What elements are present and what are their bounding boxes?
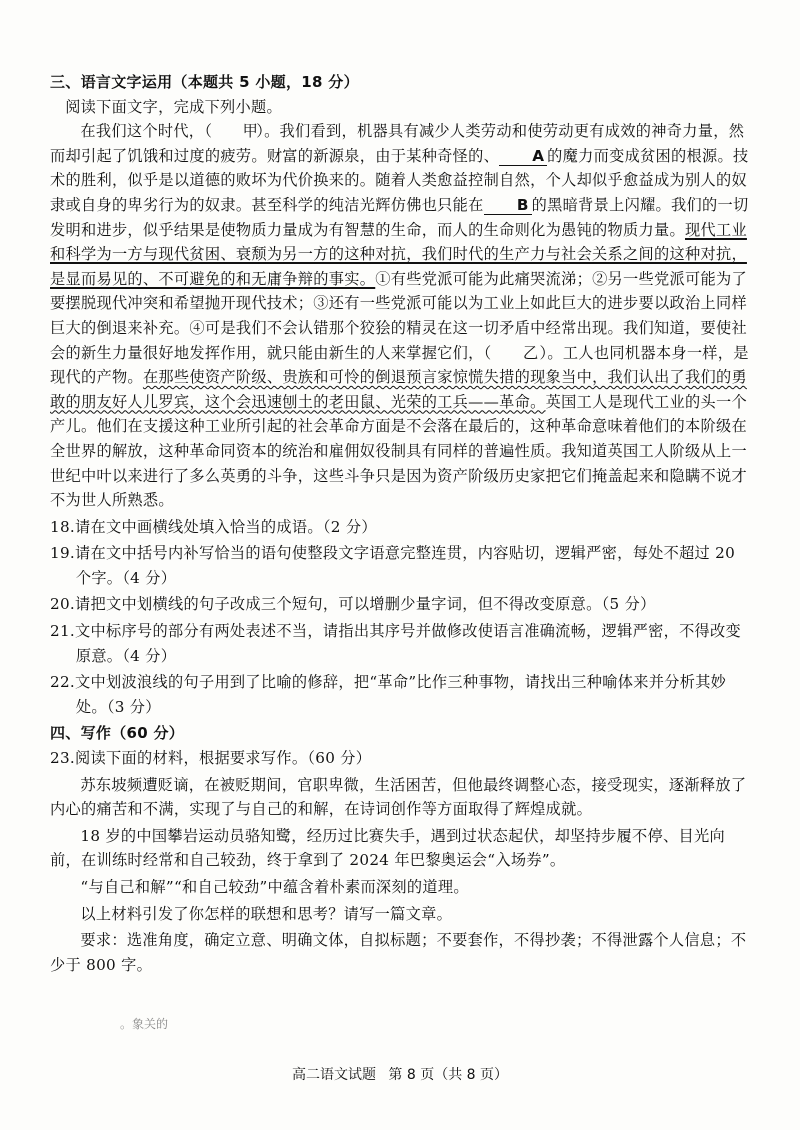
blank-b: B [484,196,532,215]
margin-mark: 。象关的 [120,1017,169,1031]
question-21: 21.文中标序号的部分有两处表述不当，请指出其序号并做修改使语言准确流畅，逻辑严密，不得改变原意。（4 分） [50,622,742,665]
writing-requirements: 要求：选准角度，确定立意、明确文体，自拟标题；不要套作，不得抄袭；不得泄露个人信息；不少于 800 字。 [50,931,747,974]
passage [50,119,750,513]
section-3-title: 三、语言文字运用（本题共 5 小题，18 分） [50,73,359,91]
question-23: 23.阅读下面的材料，根据要求写作。（60 分） [50,749,372,768]
blank-jia: 甲 [242,122,259,141]
material-3: “与自己和解”“和自己较劲”中蕴含着朴素而深刻的道理。 [80,878,469,896]
blank-yi: 乙 [522,343,539,362]
blank-a: A [499,147,547,166]
page-footer [0,1064,800,1084]
footer-page-number: 第 8 页（共 8 页） [388,1067,509,1083]
question-18: 18.请在文中画横线处填入恰当的成语。（2 分） [50,517,377,536]
passage-part-1: 在我们这个时代，（ [80,122,213,141]
passage-part-6: ）。工人也同机器本身一样，是现代的产物。 [50,343,749,387]
material-2: 18 岁的中国攀岩运动员骆知鹭，经历过比赛失手，遇到过状态起伏，却坚持步履不停、目光向前，在训练时经常和自己较劲，终于拿到了 2024 年巴黎奥运会“入场券”。 [50,826,725,870]
question-20: 20.请把文中划横线的句子改成三个短句，可以增删少量字词，但不得改变原意。（5 分） [50,595,656,614]
footer-subject: 高二语文试题 [291,1067,376,1083]
wavy-underlined-sentence: 在那些使资产阶级、贵族和可怜的倒退预言家惊慌失措的现象当中，我们认出了我们的勇敢的朋友好人儿罗宾，这个会迅速刨土的老田鼠、光荣的工兵——革命。 [50,368,747,411]
underlined-sentence: 现代工业和科学为一方与现代贫困、衰颓为另一方的这种对抗，我们时代的生产力与社会关系之间的这种对抗，是显而易见的、不可避免的和无庸争辩的事实。 [50,220,747,288]
passage-part-3: 的魔力而变成贫困的根源。技术的胜利，似乎是以道德的败坏为代价换来的。随着人类愈益控制自然，个人却似乎愈益成为别人的奴隶或自身的卑劣行为的奴隶。甚至科学的纯洁光辉仿佛也只能在 [50,146,749,214]
exam-content [50,70,750,977]
prompt: 以上材料引发了你怎样的联想和思考？请写一篇文章。 [80,904,453,923]
passage-part-5: ①有些党派可能为此痛哭流涕；②另一些党派可能为了要摆脱现代冲突和希望抛开现代技术；③还有一些党派可能以为工业上如此巨大的进步要以政治上同样巨大的倒退来补充。④可是我们不会认错那个狡狯的精灵在这一切矛盾中经常出现。我们知道，要使社会的新生力量很好地发挥作用，就只能由新生的人来掌握它们，（ [50,269,747,362]
passage-part-7: 英国工人是现代工业的头一个产儿。他们在支援这种工业所引起的社会革命方面是不会落在最后的，这种革命意味着他们的本阶级在全世界的解放，这种革命同资本的统治和雇佣奴役制具有同样的普遍性质。我知道英国工人阶级从上一世纪中叶以来进行了多么英勇的斗争，这些斗争只是因为资产阶级历史家把它们掩盖起来和隐瞒不说才不为世人所熟悉。 [50,392,747,510]
section-4-title: 四、写作（60 分） [50,724,185,743]
section-3-instruction: 阅读下面文字，完成下列小题。 [65,97,283,116]
passage-part-2: ）。我们看到，机器具有减少人类劳动和使劳动更有成效的神奇力量，然而却引起了饥饿和过度的疲劳。财富的新源泉，由于某种奇怪的、 [50,122,745,165]
material-1: 苏东坡频遭贬谪，在被贬期间，官职卑微，生活困苦，但他最终调整心态，接受现实，逐渐释放了内心的痛苦和不满，实现了与自己的和解，在诗词创作等方面取得了辉煌成就。 [50,775,747,819]
question-19: 19.请在文中括号内补写恰当的语句使整段文字语意完整连贯，内容贴切，逻辑严密，每处不超过 20 个字。（4 分） [50,544,736,587]
passage-part-4: 的黑暗背景上闪耀。我们的一切发明和进步，似乎结果是使物质力量成为有智慧的生命，而人的生命则化为愚钝的物质力量。 [50,195,749,239]
question-22: 22.文中划波浪线的句子用到了比喻的修辞，把“革命”比作三种事物，请找出三种喻体来并分析其妙处。（3 分） [50,673,727,716]
